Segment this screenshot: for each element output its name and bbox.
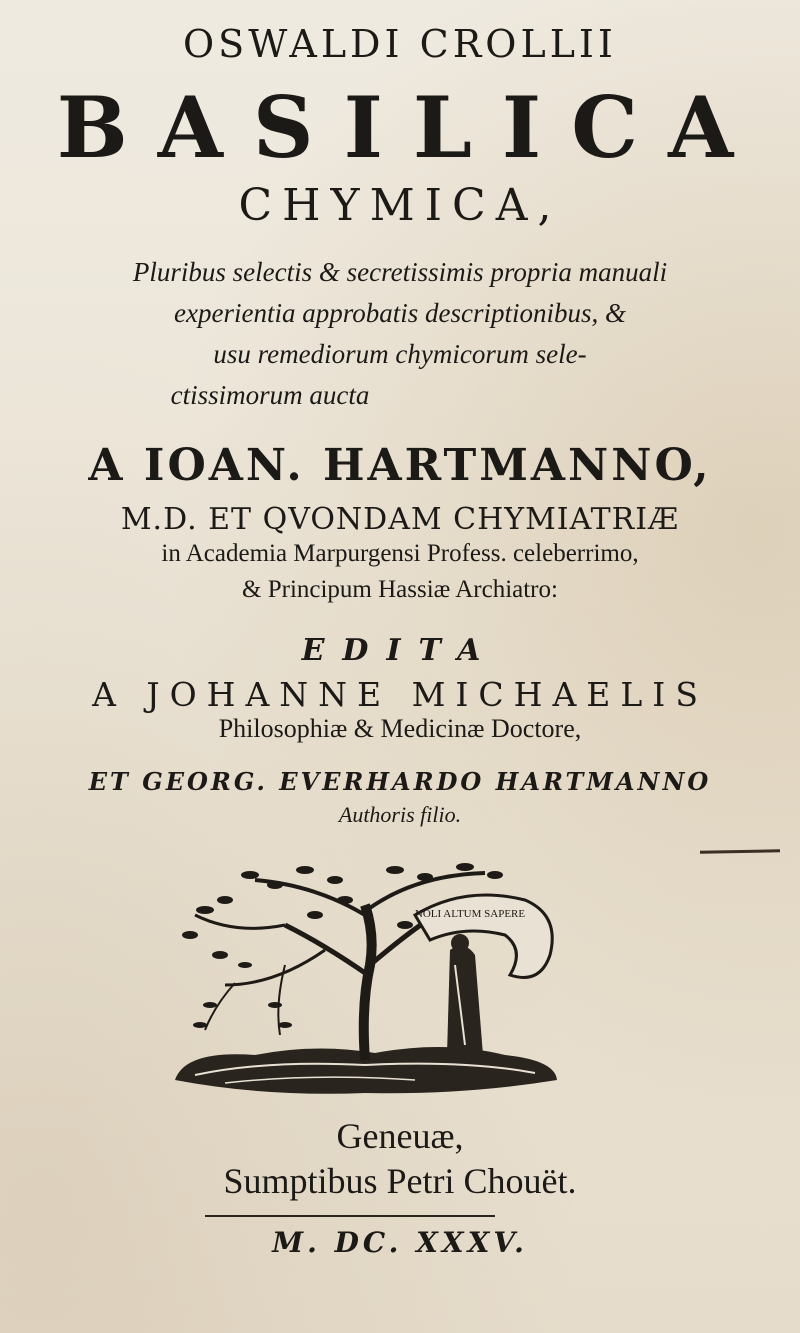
second-editor: A JOHANNE MICHAELIS — [92, 675, 708, 714]
description-line: usu remediorum chymicorum sele- — [213, 339, 587, 369]
edita-heading: EDITA — [301, 633, 499, 668]
co-editor: ET GEORG. EVERHARDO HARTMANNO — [88, 767, 712, 796]
co-editor-title: Authoris filio. — [338, 802, 462, 827]
editor-academy: in Academia Marpurgensi Profess. celeberrimo, — [161, 540, 639, 567]
woodcut-motto: NOLI ALTUM SAPERE — [414, 908, 526, 920]
imprint-place: Geneuæ, — [336, 1116, 464, 1156]
ink-mark — [700, 849, 780, 853]
author-name: OSWALDI CROLLII — [183, 22, 617, 66]
description-line: experientia approbatis descriptionibus, & — [174, 298, 626, 328]
editor-credentials: M.D. ET QVONDAM CHYMIATRIÆ — [120, 502, 680, 537]
imprint-date: M. DC. XXXV. — [272, 1226, 528, 1259]
description-line: ctissimorum aucta — [170, 380, 370, 410]
book-title: BASILICA — [56, 78, 764, 177]
second-editor-title: Philosophiæ & Medicinæ Doctore, — [218, 714, 582, 743]
description-line: Pluribus selectis & secretissimis propria manuali — [132, 257, 668, 287]
editor-line: A IOAN. HARTMANNO, — [88, 440, 712, 491]
tree-and-figure-printer-device-icon — [165, 855, 565, 1100]
editor-office: & Principum Hassiæ Archiatro: — [242, 576, 558, 603]
imprint-publisher: Sumptibus Petri Chouët. — [223, 1161, 577, 1201]
imprint-rule — [205, 1215, 495, 1217]
book-subtitle: CHYMICA, — [238, 180, 562, 231]
